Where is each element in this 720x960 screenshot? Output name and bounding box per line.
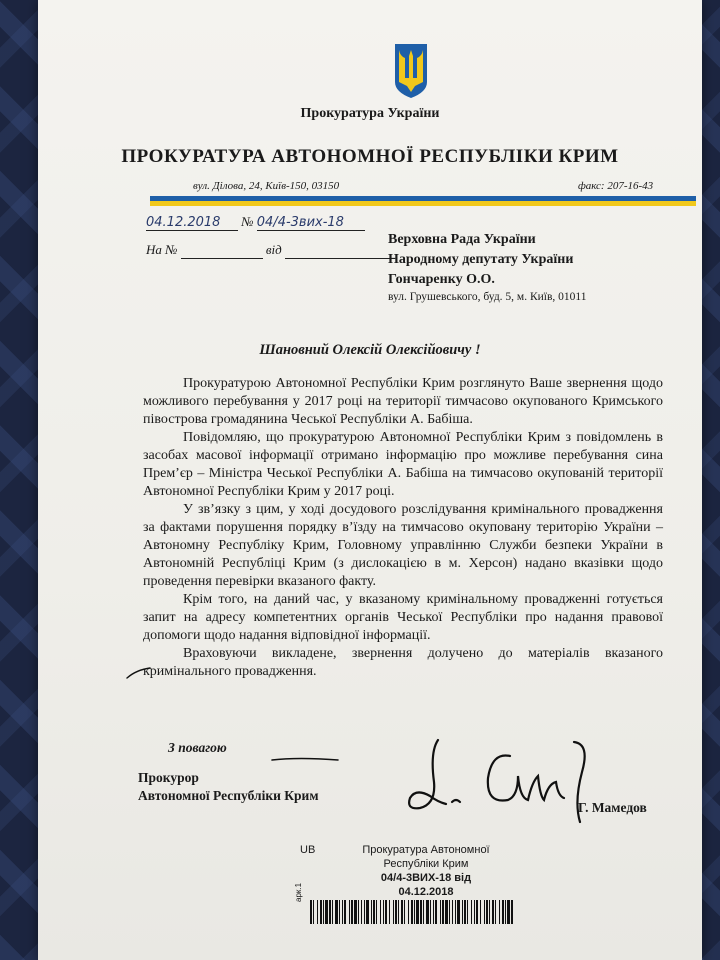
barcode-bar [395,900,397,924]
barcode-bar [495,900,496,924]
registration-line [146,214,365,231]
barcode-bar [389,900,390,924]
barcode-bar [351,900,353,924]
barcode-bar [430,900,431,924]
stripe-yellow [150,201,696,206]
barcode-bar [471,900,472,924]
barcode-bar [408,900,409,924]
barcode-bar [317,900,318,924]
barcode-bar [339,900,340,924]
barcode-bar [480,900,481,924]
signatory-name: Г. Мамедов [578,800,647,815]
barcode-bar [380,900,381,924]
recipient-address: вул. Грушевського, буд. 5, м. Київ, 01011 [388,291,587,303]
barcode-bar [486,900,488,924]
paragraph-2: Повідомляю, що прокуратурою Автономної Республіки Крим з повідомлень в засобах масової інформації отримано інформацію про можливе перебування сина Прем’єр – Міністра Чеської Республіки А. Бабіша на тимчасово окупованій території Автономної Республіки Крим у 2017 році. [143,430,663,499]
barcode-bar [335,900,338,924]
barcode-bar [462,900,463,924]
barcode-bar [383,900,384,924]
barcode-bar [464,900,466,924]
registration-number-label: № [241,214,254,229]
barcode-bar [349,900,350,924]
barcode-bar [401,900,403,924]
paragraph-4: Крім того, на даний час, у вказаному кримінальному провадженні готується запит на адресу компетентних органів Чеської Республіки про надання правової допомоги щодо надання відповідної інформації. [143,592,663,643]
reference-from-label: від [265,242,282,257]
barcode-bar [329,900,331,924]
barcode-bar [325,900,328,924]
barcode-bar [474,900,475,924]
barcode-bar [342,900,343,924]
registration-number: 04/4-3вих-18 [257,215,365,231]
greeting: Шановний Олексій Олексійовичу ! [259,342,481,358]
barcode-bar [320,900,322,924]
barcode-bar [393,900,394,924]
barcode-bar [366,900,369,924]
barcode-bar [414,900,415,924]
barcode-bar [499,900,500,924]
signatory-title-1: Прокурор [138,770,199,785]
barcode-bar [376,900,377,924]
barcode-bar [358,900,359,924]
barcode-bar [507,900,510,924]
org-name-small: Прокуратура України [300,106,440,121]
reference-line [146,242,395,259]
handwritten-signature [368,712,598,832]
registration-date: 04.12.2018 [146,215,238,231]
stamp-line-4: 04.12.2018 [398,886,454,898]
margin-check-mark [124,664,154,682]
barcode [308,900,518,924]
barcode-bar [398,900,399,924]
barcode-bar [310,900,312,924]
reference-date-blank [285,242,395,259]
barcode-bar [411,900,413,924]
barcode-bar [426,900,429,924]
barcode-bar [313,900,314,924]
trident-emblem-icon [391,42,431,100]
barcode-bar [373,900,375,924]
org-address: вул. Ділова, 24, Київ-150, 03150 [193,180,340,192]
barcode-bar [416,900,419,924]
recipient-line-3: Гончаренку О.О. [388,272,495,287]
barcode-bar [476,900,478,924]
signatory-title-2: Автономної Республіки Крим [138,788,319,803]
barcode-bar [420,900,422,924]
barcode-bar [361,900,362,924]
barcode-bar [457,900,460,924]
barcode-bar [423,900,424,924]
barcode-bar [511,900,513,924]
stamp-ub: UB [300,844,316,856]
org-fax: факс: 207-16-43 [578,180,654,192]
barcode-bar [385,900,387,924]
registration-stamp [300,843,546,899]
letter-body [143,375,663,681]
barcode-bar [364,900,365,924]
barcode-bar [440,900,441,924]
letter-page [38,0,702,960]
barcode-bar [455,900,456,924]
barcode-bar [433,900,434,924]
barcode-bar [445,900,448,924]
barcode-bar [449,900,450,924]
barcode-bar [502,900,504,924]
flag-stripe [150,196,696,206]
paragraph-1: Прокуратурою Автономної Республіки Крим розглянуто Ваше звернення щодо можливого перебування у 2017 році на території тимчасово окупованого Кримського півострова громадянина Чеської Республіки А. Бабіша. [143,376,663,427]
barcode-bar [484,900,485,924]
recipient-line-2: Народному депутату України [388,252,574,267]
barcode-bar [344,900,346,924]
barcode-bar [492,900,494,924]
reference-number-blank [181,242,263,259]
org-name-title: ПРОКУРАТУРА АВТОНОМНОЇ РЕСПУБЛІКИ КРИМ [121,146,619,167]
reference-label: На № [146,242,178,257]
barcode-bar [435,900,437,924]
stamp-sheet-number: арк.1 [294,882,303,902]
recipient-line-1: Верховна Рада України [388,232,536,247]
closing-underline-stroke [268,752,348,766]
barcode-bar [505,900,506,924]
barcode-bar [489,900,490,924]
barcode-bar [404,900,405,924]
closing-phrase: З повагою [168,740,227,755]
barcode-bar [332,900,333,924]
barcode-bar [371,900,372,924]
paragraph-5: Враховуючи викладене, звернення долучено до матеріалів вказаного кримінального провадження. [143,646,663,679]
barcode-bar [452,900,453,924]
paragraph-3: У зв’язку з цим, у ході досудового розслідування кримінального провадження за фактами порушення порядку в’їзду на тимчасово окуповану територію України – Автономну Республіку Крим, Головному управлінню Служби безпеки України в Автономній Республіці Крим (з дислокацією в м. Херсон) надано вказівки щодо проведення перевірки вказаного факту. [143,502,663,589]
barcode-bar [354,900,357,924]
stamp-line-2: Республіки Крим [383,858,469,870]
stamp-line-1: Прокуратура Автономної [362,844,490,856]
stamp-line-3: 04/4-3ВИХ-18 від [380,872,472,884]
barcode-bar [467,900,468,924]
barcode-bar [323,900,324,924]
barcode-bar [442,900,444,924]
